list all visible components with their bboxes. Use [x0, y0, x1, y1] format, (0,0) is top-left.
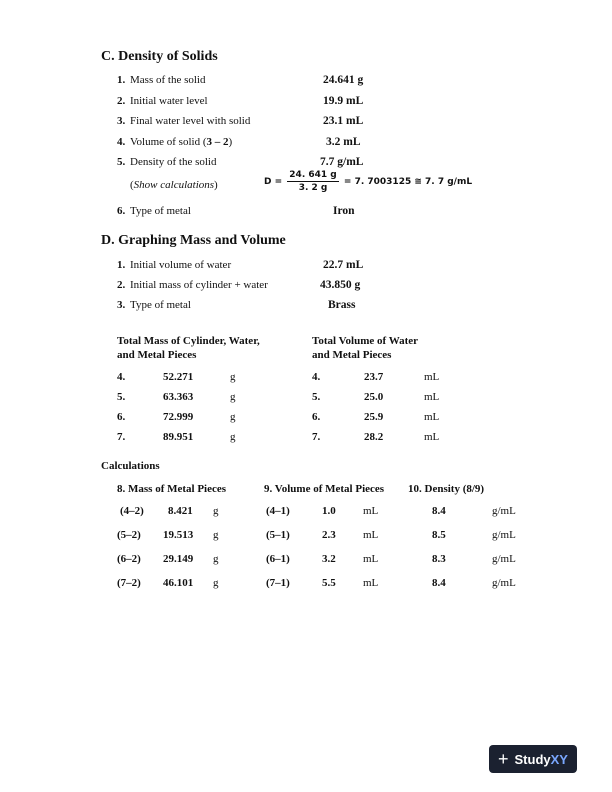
- d-row2-label: Initial mass of cylinder + water: [130, 279, 268, 291]
- calc-vol-unit: mL: [363, 553, 379, 565]
- calc-mass-label: (6–2): [117, 553, 141, 565]
- c-row4-value: 3.2 mL: [326, 136, 361, 148]
- density-formula: D = $\frac{24. 641 g}{3. 2 g}$ = 7. 7003125 ≅ 7. 7 g/mL: [264, 170, 473, 193]
- calc-vol-label: (5–1): [266, 529, 290, 541]
- calc-density-unit: g/mL: [492, 529, 516, 541]
- volume-row-num: 6.: [312, 411, 321, 423]
- d-row3-label: Type of metal: [130, 299, 191, 311]
- calc-vol-value: 5.5: [322, 577, 336, 589]
- c-row3-label: Final water level with solid: [130, 115, 251, 127]
- c-row5-label: Density of the solid: [130, 156, 217, 168]
- d-row3-value: Brass: [328, 299, 356, 311]
- volume-table-header-2: and Metal Pieces: [312, 349, 392, 361]
- volume-row-unit: mL: [424, 391, 440, 403]
- volume-row-value: 23.7: [364, 371, 384, 383]
- c-row4-label: Volume of solid (3 – 2): [130, 136, 233, 148]
- show-calculations-note: (Show calculations): [130, 179, 218, 191]
- calc-density-unit: g/mL: [492, 505, 516, 517]
- volume-row-num: 7.: [312, 431, 321, 443]
- volume-row-unit: mL: [424, 431, 440, 443]
- calc-vol-label: (6–1): [266, 553, 290, 565]
- c-row3-num: 3.: [117, 115, 126, 127]
- calc-density-unit: g/mL: [492, 553, 516, 565]
- mass-table-header-2: and Metal Pieces: [117, 349, 197, 361]
- volume-row-value: 25.9: [364, 411, 384, 423]
- d-row1-num: 1.: [117, 259, 126, 271]
- d-row2-value: 43.850 g: [320, 279, 361, 291]
- mass-row-num: 7.: [117, 431, 126, 443]
- mass-row-num: 6.: [117, 411, 126, 423]
- calc-vol-label: (4–1): [266, 505, 290, 517]
- section-c-heading: C. Density of Solids: [101, 49, 218, 64]
- mass-row-value: 89.951: [163, 431, 194, 443]
- mass-row-unit: g: [230, 371, 236, 383]
- calc-vol-value: 3.2: [322, 553, 336, 565]
- d-row1-label: Initial volume of water: [130, 259, 232, 271]
- plus-icon: +: [498, 749, 509, 769]
- calc-vol-label: (7–1): [266, 577, 290, 589]
- mass-row-unit: g: [230, 431, 236, 443]
- mass-row-value: 72.999: [163, 411, 194, 423]
- volume-row-unit: mL: [424, 411, 440, 423]
- section-d-heading: D. Graphing Mass and Volume: [101, 233, 286, 248]
- c-row5-value: 7.7 g/mL: [320, 156, 364, 168]
- calculations-heading: Calculations: [101, 460, 160, 472]
- c-row6-value: Iron: [333, 205, 355, 217]
- volume-table-header-1: Total Volume of Water: [312, 335, 419, 347]
- calc-density-value: 8.3: [432, 553, 446, 565]
- calc-vol-unit: mL: [363, 577, 379, 589]
- calc-mass-unit: g: [213, 577, 219, 589]
- mass-row-num: 5.: [117, 391, 126, 403]
- volume-row-num: 5.: [312, 391, 321, 403]
- volume-row-unit: mL: [424, 371, 440, 383]
- calc-vol-value: 1.0: [322, 505, 336, 517]
- volume-row-value: 25.0: [364, 391, 384, 403]
- calc-vol-value: 2.3: [322, 529, 336, 541]
- calc-mass-value: 8.421: [168, 505, 193, 517]
- calc-mass-value: 29.149: [163, 553, 194, 565]
- mass-row-unit: g: [230, 411, 236, 423]
- calc-mass-unit: g: [213, 553, 219, 565]
- d-row3-num: 3.: [117, 299, 126, 311]
- calc-density-value: 8.4: [432, 505, 446, 517]
- studyxy-logo-text: StudyXY: [514, 751, 568, 767]
- c-row1-value: 24.641 g: [323, 74, 364, 86]
- mass-row-unit: g: [230, 391, 236, 403]
- mass-row-value: 63.363: [163, 391, 194, 403]
- c-row3-value: 23.1 mL: [323, 115, 364, 127]
- calc-density-unit: g/mL: [492, 577, 516, 589]
- calc-vol-unit: mL: [363, 529, 379, 541]
- c-row5-num: 5.: [117, 156, 126, 168]
- calc-mass-unit: g: [213, 529, 219, 541]
- calc-density-value: 8.4: [432, 577, 446, 589]
- c-row6-label: Type of metal: [130, 205, 191, 217]
- d-row1-value: 22.7 mL: [323, 259, 364, 271]
- col10-header: 10. Density (8/9): [408, 483, 485, 495]
- volume-row-value: 28.2: [364, 431, 384, 443]
- d-row2-num: 2.: [117, 279, 126, 291]
- mass-row-value: 52.271: [163, 371, 194, 383]
- calc-mass-value: 46.101: [163, 577, 194, 589]
- calc-density-value: 8.5: [432, 529, 446, 541]
- calc-mass-value: 19.513: [163, 529, 194, 541]
- c-row4-num: 4.: [117, 136, 126, 148]
- c-row6-num: 6.: [117, 205, 126, 217]
- studyxy-badge[interactable]: [489, 745, 577, 773]
- calc-mass-label: (5–2): [117, 529, 141, 541]
- calc-mass-label: (4–2): [120, 505, 144, 517]
- calc-mass-label: (7–2): [117, 577, 141, 589]
- mass-row-num: 4.: [117, 371, 126, 383]
- c-row2-value: 19.9 mL: [323, 95, 364, 107]
- volume-row-num: 4.: [312, 371, 321, 383]
- c-row1-label: Mass of the solid: [130, 74, 206, 86]
- col9-header: 9. Volume of Metal Pieces: [264, 483, 385, 495]
- mass-table-header-1: Total Mass of Cylinder, Water,: [117, 335, 260, 347]
- calc-vol-unit: mL: [363, 505, 379, 517]
- calc-mass-unit: g: [213, 505, 219, 517]
- c-row2-num: 2.: [117, 95, 126, 107]
- c-row1-num: 1.: [117, 74, 126, 86]
- col8-header: 8. Mass of Metal Pieces: [117, 483, 227, 495]
- c-row2-label: Initial water level: [130, 95, 208, 107]
